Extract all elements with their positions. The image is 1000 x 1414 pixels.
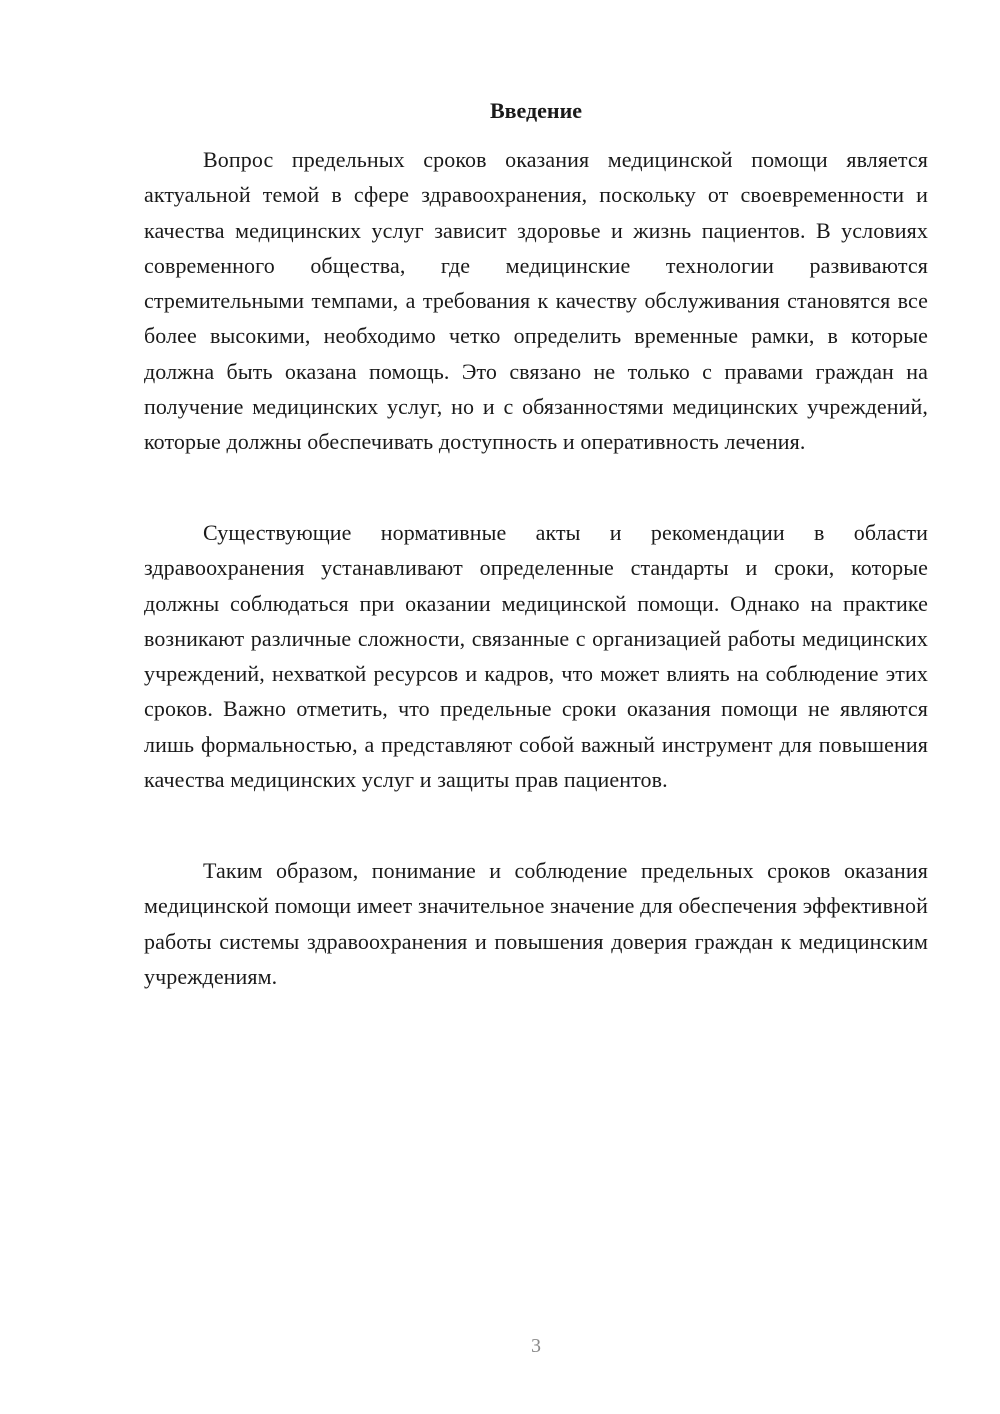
paragraph-1: Вопрос предельных сроков оказания медицинской помощи является актуальной темой в сфере здравоохранения, поскольку от своевременности и качества медицинских услуг зависит здоровье и жизнь пациентов. В условиях современного общества, где медицинские технологии развиваются стремительными темпами, а требования к качеству обслуживания становятся все более высокими, необходимо четко определить временные рамки, в которые должна быть оказана помощь. Это связано не только с правами граждан на получение медицинских услуг, но и с обязанностями медицинских учреждений, которые должны обеспечивать доступность и оперативность лечения.	[144, 147, 928, 455]
paragraph-3: Таким образом, понимание и соблюдение предельных сроков оказания медицинской помощи имеет значительное значение для обеспечения эффективной работы системы здравоохранения и повышения доверия граждан к медицинским учреждениям.	[144, 858, 928, 989]
paragraph-2: Существующие нормативные акты и рекомендации в области здравоохранения устанавливают определенные стандарты и сроки, которые должны соблюдаться при оказании медицинской помощи. Однако на практике возникают различные сложности, связанные с организацией работы медицинских учреждений, нехваткой ресурсов и кадров, что может влиять на соблюдение этих сроков. Важно отметить, что предельные сроки оказания помощи не являются лишь формальностью, а представляют собой важный инструмент для повышения качества медицинских услуг и защиты прав пациентов.	[144, 520, 928, 793]
page-number: 3	[531, 1335, 541, 1357]
section-heading: Введение	[489, 98, 583, 123]
